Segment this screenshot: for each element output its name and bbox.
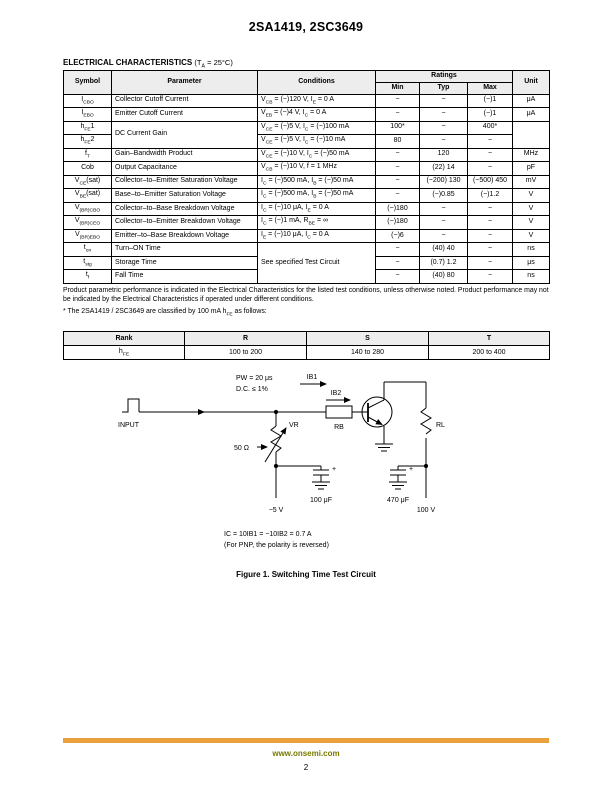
col-max: Max bbox=[468, 82, 513, 94]
dc-label: D.C. ≤ 1% bbox=[236, 386, 268, 394]
cell-unit: ns bbox=[513, 270, 550, 284]
cell-max: (−)1 bbox=[468, 94, 513, 108]
cell-symbol: $t_{stg}$ bbox=[64, 256, 112, 270]
cell-symbol: $V_{(BR)CBO}$ bbox=[64, 202, 112, 216]
cell-symbol: $I_{EBO}$ bbox=[64, 108, 112, 122]
cell-min: − bbox=[376, 108, 420, 122]
cell-max: − bbox=[468, 162, 513, 176]
cell-symbol: $t_f$ bbox=[64, 270, 112, 284]
figure-caption: Figure 1. Switching Time Test Circuit bbox=[236, 570, 376, 580]
col-unit: Unit bbox=[513, 70, 550, 94]
cell-max: − bbox=[468, 148, 513, 162]
table-header-row bbox=[64, 332, 550, 346]
circuit-labels bbox=[118, 374, 445, 549]
cell-unit: MHz bbox=[513, 148, 550, 162]
cell-min: − bbox=[376, 94, 420, 108]
rank-header: S bbox=[307, 332, 429, 346]
cell-parameter: Collector–to–Base Breakdown Voltage bbox=[112, 202, 258, 216]
electrical-characteristics-table bbox=[63, 70, 550, 284]
table-row bbox=[64, 243, 550, 257]
cell-typ: − bbox=[420, 121, 468, 135]
col-symbol: Symbol bbox=[64, 70, 112, 94]
section-heading bbox=[63, 58, 549, 70]
cell-min: (−)6 bbox=[376, 229, 420, 243]
cell-symbol: $V_{CE}(sat)$ bbox=[64, 175, 112, 189]
cell-max: (−)1 bbox=[468, 108, 513, 122]
cell-max: − bbox=[468, 202, 513, 216]
rank-header: Rank bbox=[64, 332, 185, 346]
ib1-label: IB1 bbox=[306, 374, 318, 382]
cell-min: 100* bbox=[376, 121, 420, 135]
capacitor-100uf bbox=[313, 466, 329, 482]
cell-conditions: $V_{CE} = (-)10$ V, $I_C = (-)50$ mA bbox=[258, 148, 376, 162]
cell-parameter: Storage Time bbox=[112, 256, 258, 270]
cell-parameter: Emitter Cutoff Current bbox=[112, 108, 258, 122]
table-row bbox=[64, 121, 550, 135]
table-row bbox=[64, 94, 550, 108]
page-footer bbox=[63, 738, 549, 772]
capacitor-470uf bbox=[390, 466, 406, 482]
rank-header: T bbox=[429, 332, 550, 346]
table-header-row bbox=[64, 70, 550, 82]
note-classification: * The 2SA1419 / 2SC3649 are classified by 100 mA $h_{FE}$ as follows: bbox=[63, 307, 267, 318]
section-heading-main: ELECTRICAL CHARACTERISTICS bbox=[63, 58, 193, 67]
cell-parameter: Fall Time bbox=[112, 270, 258, 284]
cell-parameter: Collector–to–Emitter Saturation Voltage bbox=[112, 175, 258, 189]
pos-supply-label: 100 V bbox=[416, 507, 436, 515]
cell-parameter: DC Current Gain bbox=[112, 121, 258, 148]
cap1-label: 100 μF bbox=[310, 497, 332, 505]
cell-symbol: $I_{CBO}$ bbox=[64, 94, 112, 108]
cell-conditions: $I_C = (-)1$ mA, $R_{BE}$ = ∞ bbox=[258, 216, 376, 230]
figure-switching-test-circuit bbox=[63, 370, 549, 579]
table-row bbox=[64, 162, 550, 176]
cell-parameter: Base–to–Emitter Saturation Voltage bbox=[112, 189, 258, 203]
cell-conditions: $I_C = (-)10$ μA, $I_E = 0$ A bbox=[258, 202, 376, 216]
ib2-label: IB2 bbox=[330, 390, 342, 398]
cell-parameter: Collector Cutoff Current bbox=[112, 94, 258, 108]
cell-typ: (−200) 130 bbox=[420, 175, 468, 189]
cell-min: − bbox=[376, 162, 420, 176]
cell-max: − bbox=[468, 229, 513, 243]
input-label: INPUT bbox=[118, 422, 139, 430]
cell-conditions: $V_{EB} = (-)4$ V, $I_C = 0$ A bbox=[258, 108, 376, 122]
page-title: 2SA1419, 2SC3649 bbox=[248, 20, 364, 34]
cell-typ: − bbox=[420, 94, 468, 108]
cell-min: − bbox=[376, 175, 420, 189]
table-row bbox=[64, 189, 550, 203]
cell-unit: mV bbox=[513, 175, 550, 189]
cell-unit: V bbox=[513, 229, 550, 243]
page-number: 2 bbox=[303, 763, 309, 772]
pnp-note: (For PNP, the polarity is reversed) bbox=[224, 542, 329, 550]
cell-max: − bbox=[468, 135, 513, 149]
col-ratings: Ratings bbox=[376, 70, 513, 82]
ground-symbol bbox=[312, 482, 330, 489]
cell-symbol: $V_{(BR)CEO}$ bbox=[64, 216, 112, 230]
ground-symbol bbox=[389, 482, 407, 489]
cell-symbol: $V_{(BR)EBO}$ bbox=[64, 229, 112, 243]
cell-conditions: $I_C = (-)500$ mA, $I_B = (-)50$ mA bbox=[258, 189, 376, 203]
cell-unit: ns bbox=[513, 243, 550, 257]
cell-min: − bbox=[376, 256, 420, 270]
vr-value-label: 50 Ω bbox=[234, 445, 249, 453]
rank-value: 100 to 200 bbox=[185, 346, 307, 360]
cell-min: − bbox=[376, 243, 420, 257]
cell-unit: V bbox=[513, 202, 550, 216]
footer-accent-bar bbox=[63, 738, 549, 743]
cell-unit: pF bbox=[513, 162, 550, 176]
onsemi-link[interactable]: www.onsemi.com bbox=[272, 749, 340, 758]
pw-label: PW = 20 μs bbox=[236, 375, 273, 383]
cell-symbol: $h_{FE}1$ bbox=[64, 121, 112, 135]
cell-max: − bbox=[468, 270, 513, 284]
cell-conditions: $V_{CB} = (-)120$ V, $I_E = 0$ A bbox=[258, 94, 376, 108]
cell-unit: μA bbox=[513, 108, 550, 122]
cell-min: (−)180 bbox=[376, 202, 420, 216]
cell-parameter: Gain–Bandwidth Product bbox=[112, 148, 258, 162]
section-heading-condition: $(T_A = 25^\circ C)$ bbox=[194, 58, 233, 70]
col-typ: Typ bbox=[420, 82, 468, 94]
table-row bbox=[64, 108, 550, 122]
cell-parameter: Turn–ON Time bbox=[112, 243, 258, 257]
cell-unit: μs bbox=[513, 256, 550, 270]
vr-label: VR bbox=[289, 422, 299, 430]
cell-conditions: $V_{CB} = (-)10$ V, f = 1 MHz bbox=[258, 162, 376, 176]
cell-typ: (40) 40 bbox=[420, 243, 468, 257]
pulse-waveform-icon bbox=[122, 399, 139, 412]
cell-parameter: Output Capacitance bbox=[112, 162, 258, 176]
cell-symbol: $t_{on}$ bbox=[64, 243, 112, 257]
rb-label: RB bbox=[334, 424, 344, 432]
cell-min: 80 bbox=[376, 135, 420, 149]
cell-symbol: Cob bbox=[64, 162, 112, 176]
rank-value: 140 to 280 bbox=[307, 346, 429, 360]
rl-label: RL bbox=[436, 422, 445, 430]
table-row bbox=[64, 346, 550, 360]
ic-equation: IC = 10IB1 = −10IB2 = 0.7 A bbox=[224, 531, 312, 539]
table-row bbox=[64, 148, 550, 162]
cell-symbol: $h_{FE}2$ bbox=[64, 135, 112, 149]
table-row bbox=[64, 202, 550, 216]
cell-typ: − bbox=[420, 229, 468, 243]
cap2-label: 470 μF bbox=[387, 497, 409, 505]
page-content bbox=[63, 58, 549, 579]
cell-conditions: $I_C = (-)500$ mA, $I_B = (-)50$ mA bbox=[258, 175, 376, 189]
table-row bbox=[64, 216, 550, 230]
cell-conditions: $I_E = (-)10$ μA, $I_C = 0$ A bbox=[258, 229, 376, 243]
cell-typ: (0.7) 1.2 bbox=[420, 256, 468, 270]
cell-typ: 120 bbox=[420, 148, 468, 162]
cell-typ: (22) 14 bbox=[420, 162, 468, 176]
cell-unit bbox=[513, 121, 550, 148]
cell-max: 400* bbox=[468, 121, 513, 135]
table-row bbox=[64, 175, 550, 189]
cell-conditions: $V_{CE} = (-)5$ V, $I_C = (-)10$ mA bbox=[258, 135, 376, 149]
hfe-rank-table bbox=[63, 331, 550, 360]
col-parameter: Parameter bbox=[112, 70, 258, 94]
cell-max: (−)1.2 bbox=[468, 189, 513, 203]
switching-test-circuit-diagram bbox=[116, 370, 496, 562]
cap1-plus-sign: + bbox=[332, 466, 337, 474]
cell-typ: − bbox=[420, 108, 468, 122]
resistor-rb bbox=[326, 406, 352, 418]
note-parametric: Product parametric performance is indicated in the Electrical Characteristics for the listed test conditions, unless otherwise noted. Product performance may not be indicated by the Electrical Characteristics if operated under different conditions. bbox=[63, 286, 549, 303]
rank-row-label: $h_{FE}$ bbox=[64, 346, 185, 360]
cell-typ: − bbox=[420, 135, 468, 149]
cell-unit: V bbox=[513, 216, 550, 230]
rank-header: R bbox=[185, 332, 307, 346]
neg-supply-label: −5 V bbox=[268, 507, 284, 515]
transistor-symbol bbox=[362, 382, 392, 444]
cell-parameter: Collector–to–Emitter Breakdown Voltage bbox=[112, 216, 258, 230]
cell-symbol: $f_T$ bbox=[64, 148, 112, 162]
cell-min: − bbox=[376, 148, 420, 162]
cell-conditions: See specified Test Circuit bbox=[258, 243, 376, 284]
table-row bbox=[64, 229, 550, 243]
col-conditions: Conditions bbox=[258, 70, 376, 94]
cell-parameter: Emitter–to–Base Breakdown Voltage bbox=[112, 229, 258, 243]
cap2-plus-sign: + bbox=[409, 466, 414, 474]
cell-max: − bbox=[468, 256, 513, 270]
cell-typ: (40) 80 bbox=[420, 270, 468, 284]
cell-typ: − bbox=[420, 202, 468, 216]
cell-max: (−500) 450 bbox=[468, 175, 513, 189]
cell-unit: V bbox=[513, 189, 550, 203]
cell-symbol: $V_{BE}(sat)$ bbox=[64, 189, 112, 203]
rank-value: 200 to 400 bbox=[429, 346, 550, 360]
cell-typ: (−)0.85 bbox=[420, 189, 468, 203]
resistor-rl bbox=[421, 408, 431, 434]
cell-min: − bbox=[376, 270, 420, 284]
col-min: Min bbox=[376, 82, 420, 94]
cell-max: − bbox=[468, 216, 513, 230]
cell-min: (−)180 bbox=[376, 216, 420, 230]
ground-symbol bbox=[375, 444, 393, 451]
cell-typ: − bbox=[420, 216, 468, 230]
circuit-graphics bbox=[122, 382, 431, 498]
cell-min: − bbox=[376, 189, 420, 203]
cell-unit: μA bbox=[513, 94, 550, 108]
cell-conditions: $V_{CE} = (-)5$ V, $I_C = (-)100$ mA bbox=[258, 121, 376, 135]
cell-max: − bbox=[468, 243, 513, 257]
